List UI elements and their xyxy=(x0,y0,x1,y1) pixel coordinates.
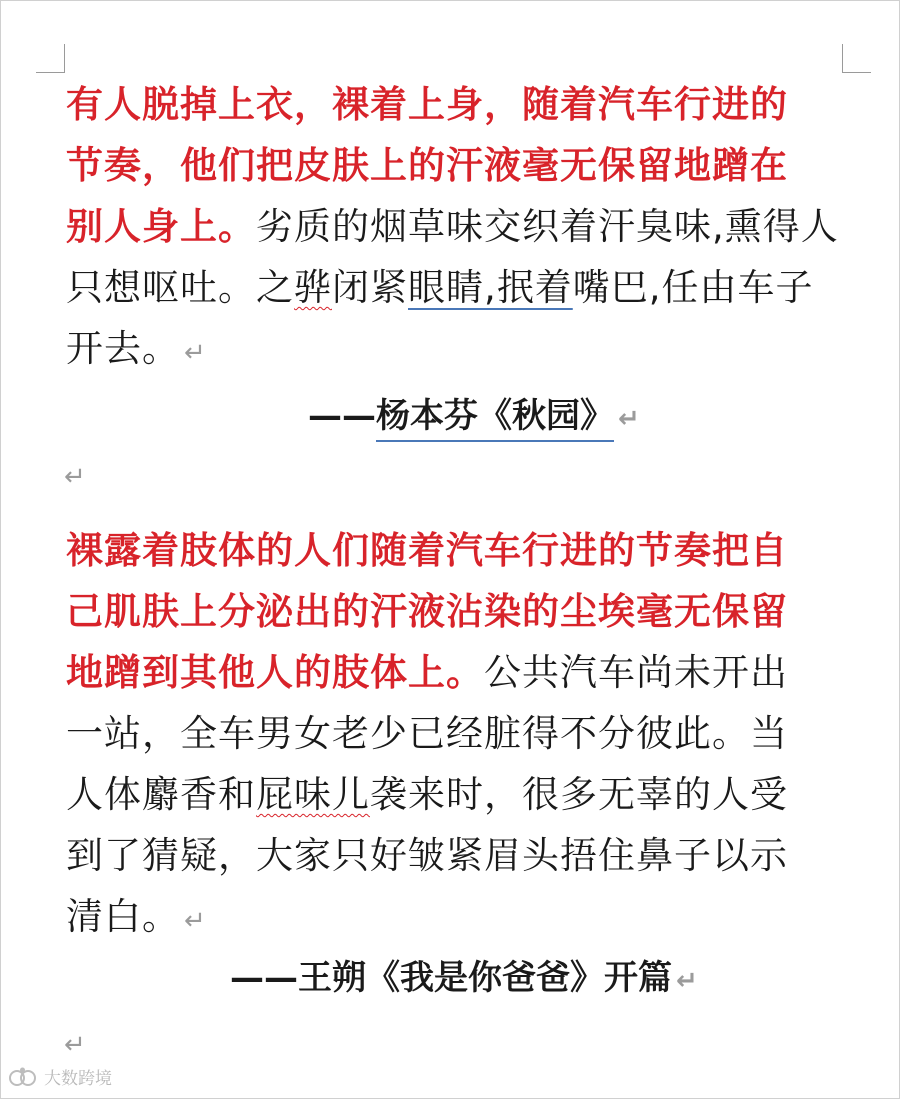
grammar-flagged-words[interactable]: 眼睛,抿着 xyxy=(408,266,573,309)
watermark-logo-icon xyxy=(8,1066,38,1088)
attribution-dash: —— xyxy=(308,396,376,436)
empty-paragraph-mark-icon[interactable]: ↵ xyxy=(64,1030,86,1060)
empty-paragraph-mark-icon[interactable]: ↵ xyxy=(64,462,86,492)
attribution-source: 杨本芬《秋园》 xyxy=(376,396,614,442)
body-text: 闭紧 xyxy=(332,266,408,309)
paragraph-qiuyuan[interactable] xyxy=(66,74,846,384)
red-bold-text: 节奏，他们把皮肤上的汗液毫无保留地蹭在 xyxy=(66,144,788,187)
body-text: 嘴巴,任由车子开去。 xyxy=(66,266,814,370)
attribution-source: ——王朔《我是你爸爸》开篇 xyxy=(230,958,672,998)
paragraph-mark-icon: ↵ xyxy=(184,906,207,936)
red-bold-text: 别人身上。 xyxy=(66,205,256,248)
spellcheck-flagged-word[interactable]: 骅 xyxy=(294,266,332,309)
paragraph-wangshuo[interactable] xyxy=(66,520,816,952)
body-text: 袭来时，很多无辜的人受到了猜疑，大家只好皱紧眉头捂住鼻子以示清白。 xyxy=(66,773,788,938)
red-bold-text: 有人脱掉上衣，裸着上身，随着汽车行进的 xyxy=(66,83,788,126)
attribution-wangshuo[interactable] xyxy=(230,950,698,999)
margin-corner-top-left xyxy=(36,44,65,73)
attribution-qiuyuan[interactable] xyxy=(308,388,640,437)
watermark-text: 大数跨境 xyxy=(44,1069,112,1089)
body-text: 公共汽车尚未开出一站，全车男女老少已经脏得不分彼此。当人体麝香和 xyxy=(66,651,788,816)
watermark xyxy=(8,1064,112,1089)
body-text: 劣质的烟草味交织着汗臭味,熏得人只想呕吐。之 xyxy=(66,205,839,309)
red-bold-text: 裸露着肢体的人们随着汽车行进的节奏把自己肌肤上分泌出的汗液沾染的尘埃毫无保留地蹭到其他人的肢体上。 xyxy=(66,529,788,694)
margin-corner-top-right xyxy=(842,44,871,73)
paragraph-mark-icon: ↵ xyxy=(184,338,207,368)
spellcheck-flagged-word[interactable]: 屁味儿 xyxy=(256,773,370,816)
paragraph-mark-icon: ↵ xyxy=(676,966,698,996)
paragraph-mark-icon: ↵ xyxy=(618,404,640,434)
